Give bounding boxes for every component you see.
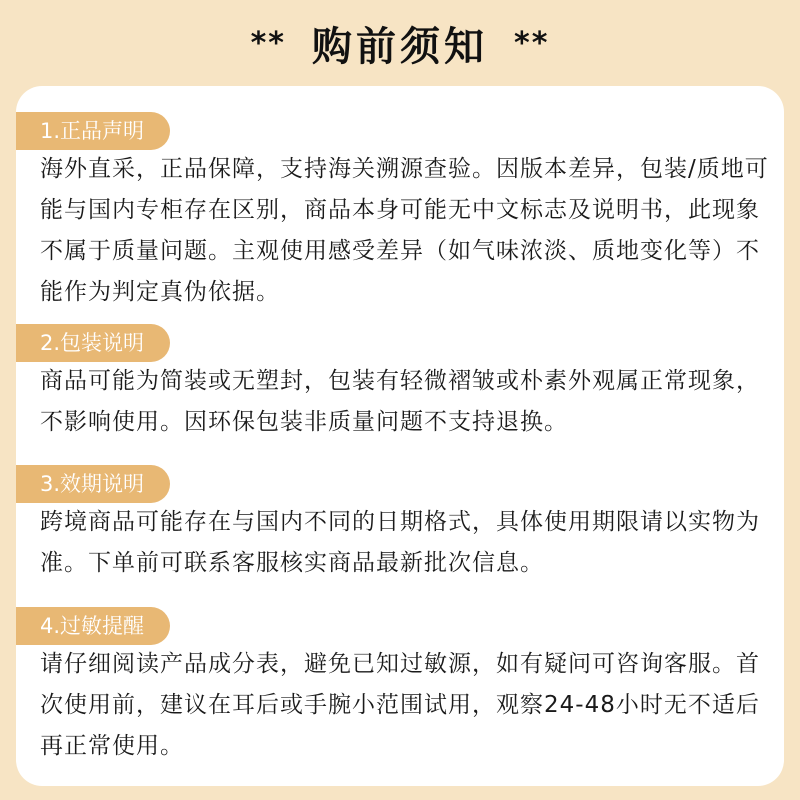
decoration-left: ** xyxy=(250,25,286,61)
section-tag-allergy: 4.过敏提醒 xyxy=(16,607,170,645)
section-text-expiry: 跨境商品可能存在与国内不同的日期格式，具体使用期限请以实物为准。下单前可联系客服核实商品最新批次信息。 xyxy=(40,509,760,576)
section-tag-expiry: 3.效期说明 xyxy=(16,465,170,503)
section-text-authenticity: 海外直采，正品保障，支持海关溯源查验。因版本差异，包装/质地可能与国内专柜存在区别，商品本身可能无中文标志及说明书，此现象不属于质量问题。主观使用感受差异（如气味浓淡、质地变化等）不能作为判定真伪依据。 xyxy=(40,156,769,305)
section-text-packaging: 商品可能为简装或无塑封，包装有轻微褶皱或朴素外观属正常现象，不影响使用。因环保包装非质量问题不支持退换。 xyxy=(40,368,760,435)
decoration-right: ** xyxy=(514,25,550,61)
notice-card xyxy=(16,86,784,786)
section-tag-packaging: 2.包装说明 xyxy=(16,324,170,362)
page-header xyxy=(0,0,800,86)
section-text-allergy: 请仔细阅读产品成分表，避免已知过敏源，如有疑问可咨询客服。首次使用前，建议在耳后或手腕小范围试用，观察24-48小时无不适后再正常使用。 xyxy=(40,651,760,759)
page-title: 购前须知 xyxy=(312,23,488,70)
section-tag-authenticity: 1.正品声明 xyxy=(16,112,170,150)
